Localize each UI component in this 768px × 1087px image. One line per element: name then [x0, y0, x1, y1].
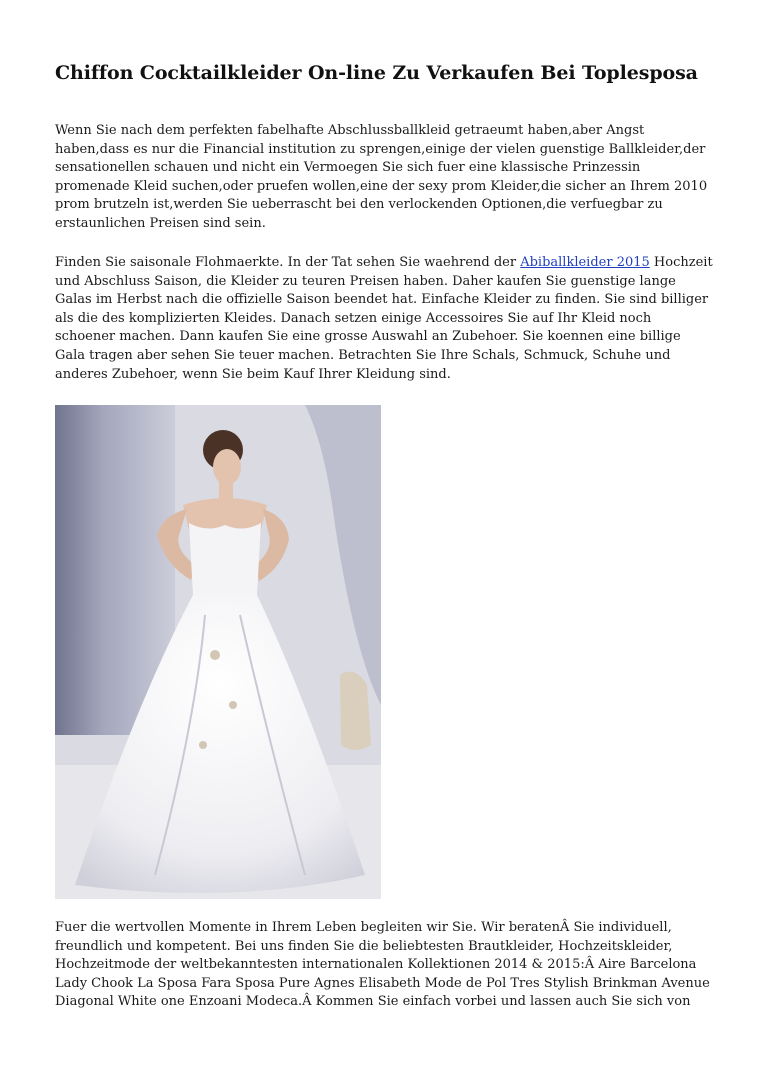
- bride-face: [213, 449, 241, 485]
- page-title: Chiffon Cocktailkleider On-line Zu Verkaufen Bei Toplesposa: [55, 62, 698, 84]
- paragraph-intro: Wenn Sie nach dem perfekten fabelhafte Abschlussballkleid getraeumt haben,aber Angst haben,dass es nur die Financial institution zu sprengen,einige der vielen guenstige Ballkleider,der sensationellen schauen und nicht ein Vermoegen Sie sich fuer eine klassische Prinzessin promenade Kleid suchen,oder pruefen wollen,eine der sexy prom Kleider,die sicher an Ihrem 2010 prom brutzeln ist,werden Sie ueberrascht bei den verlockenden Optionen,die verfuegbar zu erstaunlichen Preisen sind sein.: [55, 123, 708, 231]
- paragraph-flea-markets: [55, 254, 713, 384]
- dress-flower: [210, 650, 220, 660]
- dress-flower: [199, 741, 207, 749]
- abiballkleider-link[interactable]: Abiballkleider 2015: [520, 255, 650, 270]
- wedding-dress-illustration: [55, 405, 381, 899]
- paragraph-text-after-link: Hochzeit und Abschluss Saison, die Kleider zu teuren Preisen haben. Daher kaufen Sie guenstige lange Galas im Herbst nach die offizielle Saison beendet hat. Einfache Kleider zu finden. Sie sind billiger als die des komplizierten Kleides. Danach setzen einige Accessoires Sie auf Ihr Kleid noch schoener machen. Dann kaufen Sie eine grosse Auswahl an Zubehoer. Sie koennen eine billige Gala tragen aber sehen Sie teuer machen. Betrachten Sie Ihre Schals, Schmuck, Schuhe und anderes Zubehoer, wenn Sie beim Kauf Ihrer Kleidung sind.: [55, 255, 713, 382]
- paragraph-text-before-link: Finden Sie saisonale Flohmaerkte. In der Tat sehen Sie waehrend der: [55, 255, 521, 270]
- dress-flower: [229, 701, 237, 709]
- paragraph-boutique: Fuer die wertvollen Momente in Ihrem Leben begleiten wir Sie. Wir beratenÂ Sie individuell, freundlich und kompetent. Bei uns finden Sie die beliebtesten Brautkleider, Hochzeitskleider, Hochzeitmode der weltbekanntesten internationalen Kollektionen 2014 & 2015:Â Aire Barcelona Lady Chook La Sposa Fara Sposa Pure Agnes Elisabeth Mode de Pol Tres Stylish Brinkman Avenue Diagonal White one Enzoani Modeca.Â Kommen Sie einfach vorbei und lassen auch Sie sich von: [55, 920, 710, 1010]
- wedding-dress-photo: [55, 405, 381, 899]
- dress-bodice: [189, 523, 261, 595]
- bride-neck: [219, 481, 233, 501]
